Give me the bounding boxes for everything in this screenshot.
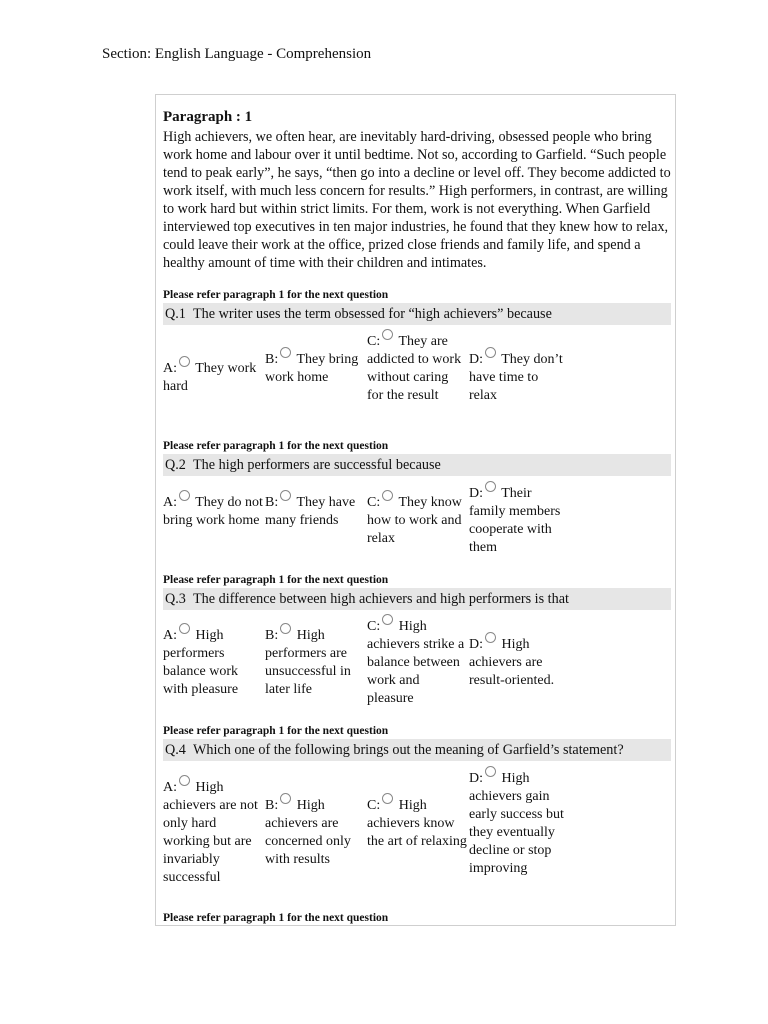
question-number: Q.4 [165,742,186,758]
option-text: High performers are unsuccessful in later life [265,628,351,697]
refer-note: Please refer paragraph 1 for the next question [163,912,389,924]
option-text: High achievers gain early success but they eventually decline or stop improving [469,771,564,876]
option-text: They work hard [163,361,257,394]
question-3 [163,588,671,610]
option-text: They know how to work and relax [367,495,462,546]
question-number: Q.3 [165,591,186,607]
refer-note: Please refer paragraph 1 for the next question [163,725,389,737]
radio-button[interactable] [382,490,393,501]
radio-button[interactable] [179,356,190,367]
question-panel [155,94,676,926]
radio-button[interactable] [382,329,393,340]
option-label: D: [469,352,483,367]
option-label: C: [367,495,381,510]
option-label: B: [265,798,279,813]
option-text: They are addicted to work without caring for the result [367,334,462,403]
option-text: High performers balance work with pleasure [163,628,239,697]
option-text: High achievers strike a balance between work and pleasure [367,619,465,706]
radio-button[interactable] [179,775,190,786]
radio-button[interactable] [179,623,190,634]
option-d [469,485,569,557]
option-c [367,618,467,708]
question-4 [163,739,671,761]
option-text: Their family members cooperate with them [469,486,561,555]
option-text: They do not bring work home [163,495,263,528]
option-text: High achievers are concerned only with results [265,798,351,867]
radio-button[interactable] [382,614,393,625]
option-label: C: [367,334,381,349]
option-d [469,351,569,405]
option-label: D: [469,486,483,501]
radio-button[interactable] [179,490,190,501]
question-text: The high performers are successful because [193,457,441,473]
refer-note: Please refer paragraph 1 for the next question [163,289,389,301]
question-text: Which one of the following brings out the meaning of Garfield’s statement? [193,742,624,758]
paragraph-text: High achievers, we often hear, are inevitably hard-driving, obsessed people who bring work home and labour over it until bedtime. Not so, according to Garfield. “Such people tend to peak early”, he says, “then go into a decline or level off. They become addicted to work itself, with much less concern for results.” High performers, in contrast, are willing to work hard but within strict limits. For them, work is not everything. When Garfield interviewed top executives in ten major industries, he found that they knew how to relax, could leave their work at the office, prized close friends and family life, and spend a healthy amount of time with their children and intimates. [163,129,671,271]
section-title: Section: English Language - Comprehension [102,46,372,62]
option-label: A: [163,628,177,643]
option-a [163,494,263,530]
question-number: Q.2 [165,457,186,473]
option-c [367,333,467,405]
option-text: They have many friends [265,495,356,528]
option-a [163,627,263,699]
radio-button[interactable] [485,347,496,358]
refer-note: Please refer paragraph 1 for the next question [163,440,389,452]
option-label: A: [163,780,177,795]
radio-button[interactable] [280,793,291,804]
option-text: High achievers are not only hard working but are invariably successful [163,780,258,885]
option-label: B: [265,352,279,367]
option-label: A: [163,495,177,510]
option-label: D: [469,637,483,652]
radio-button[interactable] [382,793,393,804]
question-1 [163,303,671,325]
option-b [265,494,365,530]
option-text: High achievers know the art of relaxing [367,798,467,849]
question-2 [163,454,671,476]
option-label: B: [265,628,279,643]
option-text: High achievers are result-oriented. [469,637,555,688]
radio-button[interactable] [485,481,496,492]
option-label: C: [367,798,381,813]
option-a [163,779,263,887]
option-text: They bring work home [265,352,359,385]
radio-button[interactable] [485,766,496,777]
radio-button[interactable] [280,347,291,358]
option-label: A: [163,361,177,376]
option-d [469,636,569,690]
refer-note: Please refer paragraph 1 for the next question [163,574,389,586]
radio-button[interactable] [280,623,291,634]
option-b [265,627,365,699]
question-text: The writer uses the term obsessed for “high achievers” because [193,306,552,322]
option-d [469,770,569,878]
radio-button[interactable] [280,490,291,501]
question-number: Q.1 [165,306,186,322]
option-text: They don’t have time to relax [469,352,563,403]
option-b [265,351,365,387]
radio-button[interactable] [485,632,496,643]
option-label: B: [265,495,279,510]
option-label: C: [367,619,381,634]
option-c [367,797,467,851]
option-label: D: [469,771,483,786]
question-text: The difference between high achievers and high performers is that [193,591,569,607]
option-b [265,797,365,869]
paragraph-heading: Paragraph : 1 [163,109,253,125]
option-c [367,494,467,548]
option-a [163,360,263,396]
